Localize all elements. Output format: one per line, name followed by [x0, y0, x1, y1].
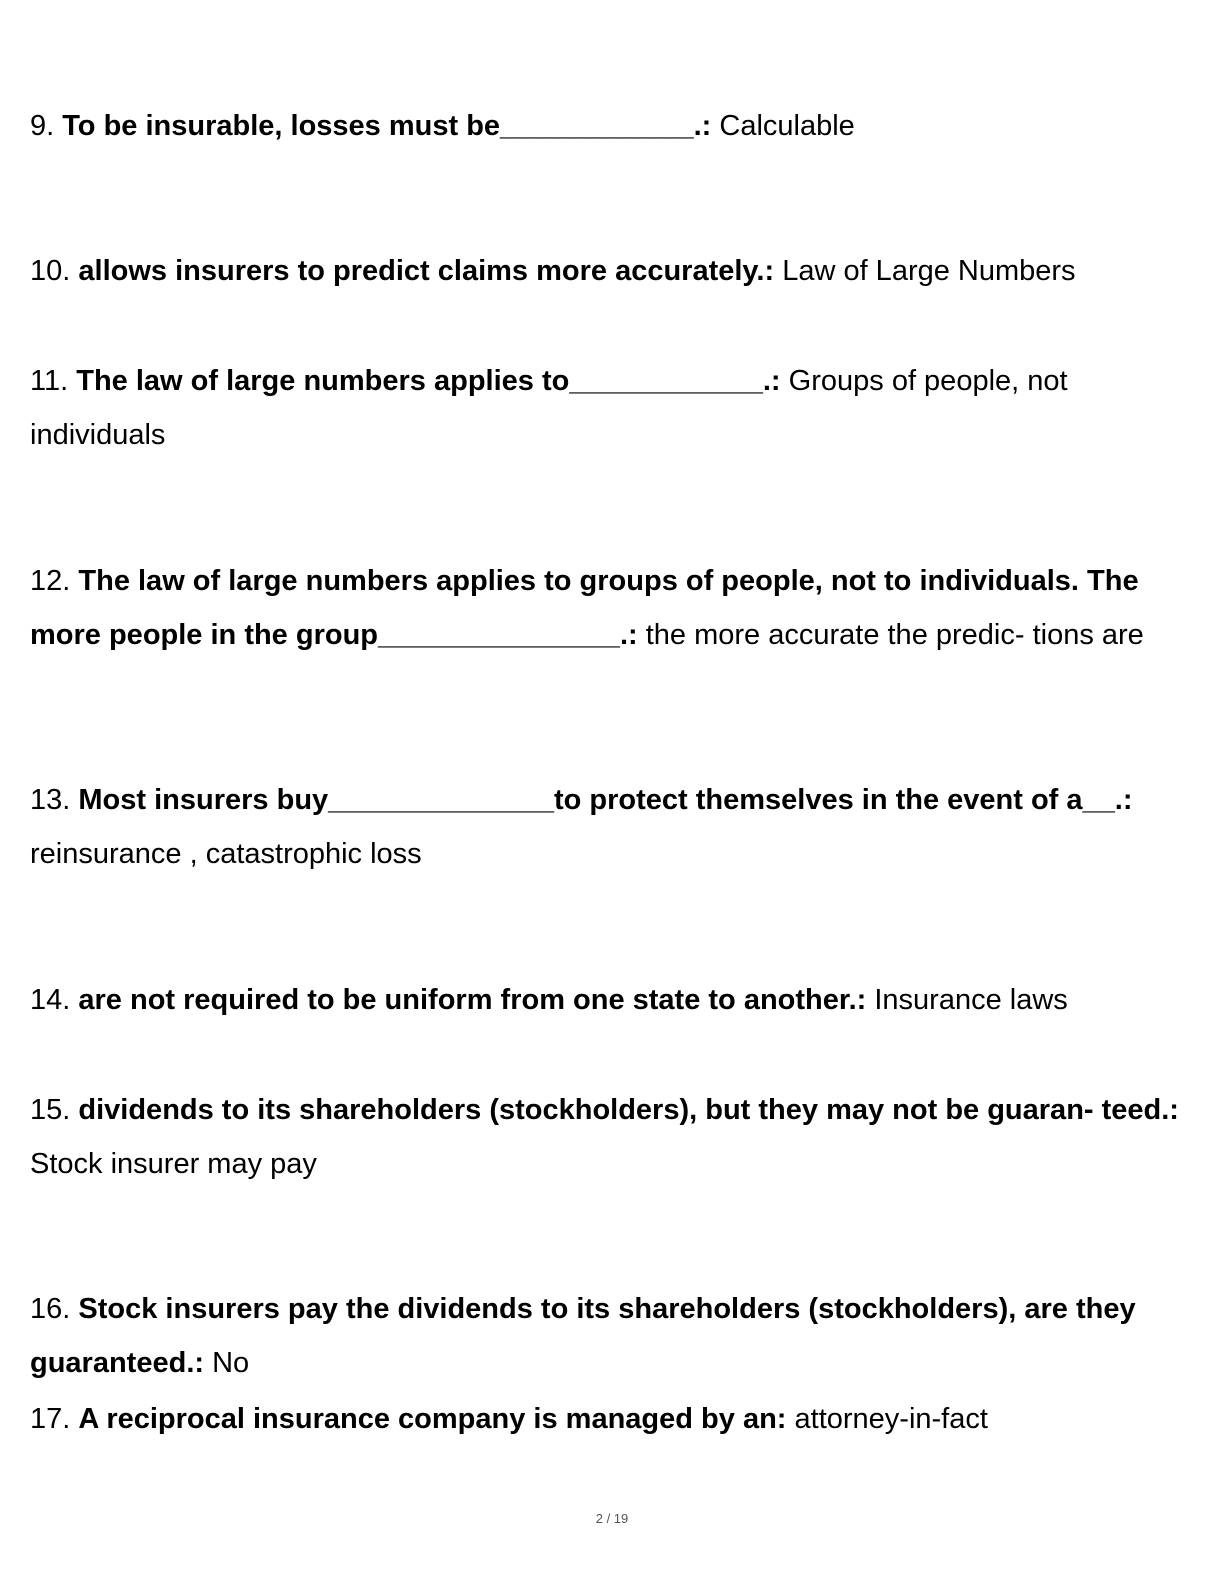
answer-text: Groups of people, not individuals [30, 365, 1068, 451]
question-number: 17. [30, 1403, 71, 1435]
answer-text: No [212, 1347, 250, 1379]
answer-text: attorney-in-fact [794, 1403, 988, 1435]
question-text: dividends to its shareholders (stockholders), but they may not be guaran- teed.: [78, 1094, 1179, 1126]
question-text: The law of large numbers applies to____________.: [76, 365, 781, 397]
answer-text: reinsurance , catastrophic loss [30, 838, 422, 870]
question-text: are not required to be uniform from one state to another.: [78, 984, 867, 1016]
question-number: 13. [30, 784, 71, 816]
question-number: 14. [30, 984, 71, 1016]
question-item-11 [30, 354, 1190, 462]
page-indicator: 2 / 19 [595, 1511, 629, 1526]
answer-text: Stock insurer may pay [30, 1148, 317, 1180]
answer-text: Law of Large Numbers [782, 255, 1076, 287]
question-number: 10. [30, 255, 71, 287]
question-item-17 [30, 1392, 1190, 1446]
answer-text: Calculable [719, 110, 855, 142]
question-item-9 [30, 99, 1190, 153]
answer-text: the more accurate the predic- tions are [645, 619, 1144, 651]
question-text: A reciprocal insurance company is managed by an: [78, 1403, 787, 1435]
question-number: 15. [30, 1094, 71, 1126]
question-number: 16. [30, 1293, 71, 1325]
question-item-14 [30, 973, 1190, 1027]
question-number: 12. [30, 565, 71, 597]
question-item-12 [30, 554, 1190, 662]
question-item-15 [30, 1083, 1190, 1191]
question-text: Most insurers buy______________to protect themselves in the event of a__.: [78, 784, 1133, 816]
question-number: 9. [30, 110, 55, 142]
question-text: The law of large numbers applies to groups of people, not to individuals. The more people in the group_______________.: [30, 565, 1139, 651]
question-number: 11. [30, 365, 69, 397]
question-text: allows insurers to predict claims more accurately.: [78, 255, 775, 287]
question-text: Stock insurers pay the dividends to its shareholders (stockholders), are they guaranteed.: [30, 1293, 1136, 1379]
question-item-13 [30, 773, 1190, 881]
question-item-10 [30, 244, 1190, 298]
question-text: To be insurable, losses must be____________.: [62, 110, 712, 142]
question-item-16 [30, 1282, 1190, 1390]
answer-text: Insurance laws [874, 984, 1068, 1016]
